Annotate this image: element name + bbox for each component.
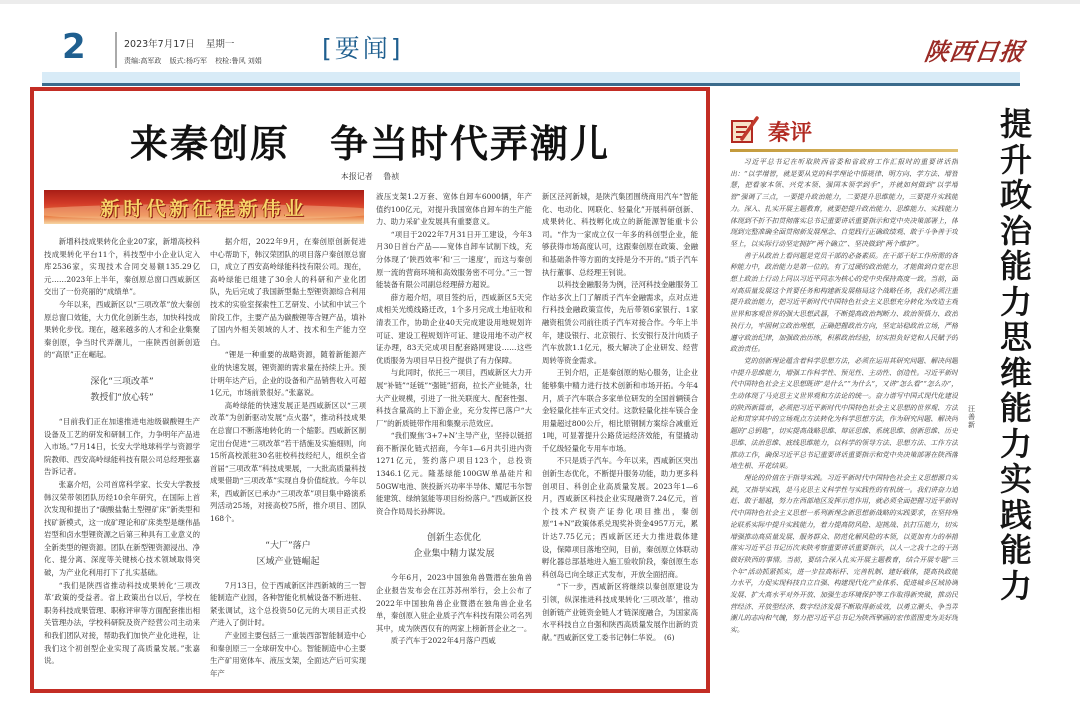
masthead xyxy=(0,4,1080,74)
column-rule xyxy=(730,149,958,152)
paragraph: 新增科技成果转化企业207家，新增高校科技成果转化平台11个，科技型中小企业认定入库2536家，实现技术合同交易额135.29亿元……2023年上半年，秦创原总窗口西咸新区交出了一份亮丽的“成绩单”。 xyxy=(44,237,200,297)
notepad-pen-icon xyxy=(730,115,760,145)
banner-text: 新时代新征程新伟业 xyxy=(100,198,308,220)
lead-article[interactable] xyxy=(30,87,710,693)
commentary-paragraph: 善于从政治上看问题是党员干部的必备素质。在干部干好工作所需的各种能力中，政治能力是第一位的。有了过硬的政治能力，才能做到自觉在思想上政治上行动上同以习近平同志为核心的党中央保持高度一致。当前，面对高质量发展这个首要任务和构建新发展格局这个战略任务，我们必须注重提升政治能力，把习近平新时代中国特色社会主义思想充分转化为改造主观世界和客观世界的强大思想武器，不断提高政治判断力、政治领悟力、政治执行力，牢固树立政治理想，正确把握政治方向，坚定站稳政治立场，严格遵守政治纪律，加强政治历练，积累政治经验，切实担负好党和人民赋予的政治责任。 xyxy=(730,251,958,354)
commentary-paragraph: 党的创新理论蕴含着科学思想方法，必须在运用其研究问题、解决问题中提升思维能力，增强工作科学性、预见性、主动性、创造性。习近平新时代中国特色社会主义思想既讲“是什么”“为什么”，又讲“怎么看”“怎么办”，生动体现了马克思主义世界观和方法论的统一。奋力谱写中国式现代化建设的陕西新篇章，必须把习近平新时代中国特色社会主义思想的世界观、方法论和贯穿其中的立场观点方法转化为科学思想方法，作为研究问题、解决问题的“总钥匙”，切实提高战略思维、辩证思维、系统思维、创新思维、历史思维、法治思维、底线思维能力，以科学的领导方法、思想方法、工作方法推动工作，确保习近平总书记重要讲话重要指示和党中央决策部署在陕西落地生根、开花结果。 xyxy=(730,356,958,471)
editorial-credits xyxy=(124,56,268,66)
paragraph: “下一步，西咸新区将继续以秦创原建设为引领，纵深推进科技成果转化‘三项改革’，推动创新链产业链资金链人才链深度融合，为国家高水平科技自立自强和陕西高质量发展作出新的贡献。”西咸新区党工委书记韩仁华说。 (6) xyxy=(542,582,698,642)
column-name: 秦评 xyxy=(768,120,813,146)
commentary-author: 汪善新 xyxy=(968,405,975,429)
page-number: 2 xyxy=(62,27,86,67)
commentary-body xyxy=(730,157,958,702)
article-column-2 xyxy=(210,236,366,686)
commentary-paragraph: 理论的价值在于指导实践。习近平新时代中国特色社会主义思想源自实践，又指导实践，是马克思主义科学性与实践性的有机统一。我们讲奋力追赶、敢于超越，努力在西部地区发挥示范作用，就必须全面把握习近平新时代中国特色社会主义思想一系列新理念新思想新战略的实践要求，在坚持理论联系实际中提升实践能力，着力提高防风险、迎挑战、抗打压能力，切实增强推动高质量发展、服务群众、防范化解风险的本领，以更加有力的举措落实习近平总书记历次来陕考察重要讲话重要指示，以人一之我十之的干劲做好陕西的事情。当前，要结合深入扎实开展主题教育，结合开展专题“三个年”活动抓紧抓实，进一步拉高标杆、完善机制、建好载体，提高执政能力水平，力促实现科技自立自强、构建现代化产业体系、促进城乡区域协调发展、扩大高水平对外开放、加强生态环境保护等工作取得新突破，推动民营经济、开放型经济、数字经济发展不断取得新成效，以勇立潮头、争当弄潮儿的志向和气魄，努力把习近平总书记为陕西擘画的宏伟蓝图变为美好现实。 xyxy=(730,473,958,635)
paragraph: 今年6月，2023中国独角兽暨潜在独角兽企业报告发布会在江苏苏州举行，会上公布了2022年中国独角兽企业暨潜在独角兽企业名单，秦创原入驻企业质子汽车科技有限公司名列其中，成为陕西仅有的两家上榜新晋企业之一。 xyxy=(376,573,532,633)
byline xyxy=(34,171,706,182)
paragraph: 产业园主要包括三一重装西部智能制造中心和秦创原三一全球研发中心。智能制造中心主要生产矿用宽体车、液压支架，全面达产后可实现年产 xyxy=(210,631,366,678)
paragraph: 薛方超介绍，项目签约后，西咸新区5天完成相关光缆线路迁改，1个多月完成土地征收和清表工作，协助企业40天完成建设用地规划许可证、建设工程规划许可证、建设用地不动产权证办理，83天完成项目配套路网建设……这些优质服务为项目早日投产提供了有力保障。 xyxy=(376,292,532,365)
editor-credit: 责编:高军政 xyxy=(124,57,162,65)
section-label: [要闻] xyxy=(322,34,404,63)
subheading: 创新生态优化 企业集中精力谋发展 xyxy=(413,533,495,560)
proofread-credit: 校检:鲁风 刘娟 xyxy=(215,57,262,65)
subheading: 深化“三项改革” 教授们“放心转” xyxy=(90,376,154,403)
masthead-divider xyxy=(115,32,117,68)
commentary-paragraph: 习近平总书记在听取陕西省委和省政府工作汇报时的重要讲话指出：“以学增智，就是要从党的科学理论中悟规律、明方向、学方法、增智慧，把看家本领、兴党本领、强国本领学到手”，并就如何做到“以学增智”强调了三点，一要提升政治能力，二要提升思维能力，三要提升实践能力。深入、扎实开展主题教育，就要把提升政治能力、思维能力、实践能力体现到不折不扣贯彻落实总书记重要讲话重要指示和党中央决策部署上，体现到完整准确全面贯彻新发展理念、自觉践行正确政绩观、敢于斗争善于攻坚上，以实际行动坚定拥护“两个确立”、坚决做到“两个维护”。 xyxy=(730,158,958,248)
lead-headline: 来秦创原 争当时代弄潮儿 xyxy=(129,122,610,166)
paragraph: 质子汽车于2022年4月落户西咸 xyxy=(390,636,496,646)
paragraph: “锂是一种重要的战略资源，随着新能源产业的快速发展，锂资源的需求量在持续上升。预计明年达产后，企业的设备和产品销售收入可超1亿元，市场前景很好。”张嘉说。 xyxy=(210,350,366,398)
newspaper-logo: 陕西日报 xyxy=(922,37,1027,66)
commentary-headline: 提升政治能力思维能力实践能力 xyxy=(999,105,1032,605)
theme-banner xyxy=(44,190,364,224)
paragraph: 今年以来，西咸新区以“三项改革”放大秦创原总窗口效能，大力优化创新生态，加快科技成果转化步伐。现在，越来越多的人才和企业集聚秦创原，争当时代弄潮儿，一座陕西创新创造的“高原”正在崛起。 xyxy=(44,299,200,360)
paragraph: 以科技金融服务为例，泾河科技金融服务工作站多次上门了解质子汽车金融需求，点对点进行科技金融政策宣传，先后带领6家银行、1家融资租赁公司前往质子汽车对接合作。今年上半年，建设银行、北京银行、长安银行及汁向质子汽车放款1.1亿元，极大解决了企业研发、经营周转等资金需求。 xyxy=(542,280,698,365)
column-header xyxy=(730,111,960,151)
paragraph: 据介绍，2022年9月，在秦创原创新促进中心帮助下，韩汉荣团队的项目落户秦创原总窗口，成立了西安高岭绿能科技有限公司。现在，高岭绿能已组建了30余人的科研和产业化团队，先后完成了我国新型黏土型锂资源综合利用技术的实验室探索性工艺研发、小试和中试三个阶段工作，主要产品为碳酸锂等含锂产品，填补了国内外相关领域的人才、技术和生产能力空白。 xyxy=(210,237,366,347)
commentary-section[interactable] xyxy=(718,87,1068,707)
date-text: 2023年7月17日 xyxy=(124,39,195,50)
layout-credit: 版式:杨巧军 xyxy=(169,57,207,65)
paragraph: 王钊介绍，正是秦创原的贴心服务，让企业能够集中精力进行技术创新和市场开拓。今年4月，质子汽车联合多家单位研发的全国首辆镁合金轻量化挂车正式交付。这款轻量化挂车镁合金用量超过800公斤，相比原钢制方案综合减重近1吨，可显著提升公路货运经济效能，有望撬动千亿级轻量化专用车市场。 xyxy=(542,368,698,453)
article-column-4 xyxy=(542,191,698,686)
masthead-rule xyxy=(42,83,1020,86)
byline-name: 鲁祯 xyxy=(383,172,400,181)
article-column-3 xyxy=(376,191,532,686)
weekday-text: 星期一 xyxy=(205,39,235,50)
issue-date xyxy=(124,36,242,50)
paragraph: 与此同时，依托三一项目，西咸新区大力开展“补链”“延链”“强链”招商，拉长产业链条，壮大产业规模，引进了一批关联度大、配套性强、科技含量高的上下游企业，充分发挥已落户“大厂”的新质链带作用和集聚示范效应。 xyxy=(376,368,532,428)
paragraph: 不只是质子汽车。今年以来，西咸新区突出创新生态优化，不断提升服务功能，助力更多科创项目、科创企业高质量发展。2023年1—6月，西咸新区科技企业实现融资7.24亿元，首个技术产权资产证券化项目推出，秦创原“1+N”政策体系兑现奖补资金4957万元，累计达7.75亿元；西咸新区还大力推进载体建设，保障项目落地空间，目前，秦创原立体联动孵化器总部基地进入施工验收阶段，秦创原生态科创岛已向全球正式发布，开放全面招商。 xyxy=(542,456,698,579)
paragraph: “我们是陕西省推动科技成果转化‘三项改革’政策的受益者。省上政策出台以后，学校在职务科技成果管理、职称评审等方面配套推出相关管理办法，学校科研院及资产经营公司主动来和我们团队对接，帮助我们加快产业化进程，让我们这个初创型企业实现了高质量发展。”张嘉说。 xyxy=(44,580,200,666)
paragraph: “目前我们正在加速推进电池级碳酸锂生产设备及工艺的研发和研制工作，力争明年产品进入市场。”7月14日，长安大学地球科学与资源学院教师、西安高岭绿能科技有限公司总经理张嘉告诉记者。 xyxy=(44,416,200,477)
subheading: “大厂”落户 区域产业链崛起 xyxy=(256,540,320,567)
paragraph: 7月13日，位于西咸新区沣西新城的三一智能制造产业园，各种智能化机械设备不断进驻、紧张调试，这个总投资50亿元的大项目正式投产进入了倒计时。 xyxy=(210,580,366,628)
paragraph: 高岭绿能的快速发展正是西咸新区以“三项改革”为创新驱动发展“点火器”，推动科技成果在总窗口不断落地转化的一个缩影。西咸新区制定出台促进“三项改革”若干措施及实施细则，向15所高校派驻30名驻校科技经纪人，组织全省首届“三项改革”科技成果展，一大批高质量科技成果借助“三项改革”实现自身价值绽放。今年以来，西咸新区已承办“三项改革”项目集中路演系列活动25场，对接高校75所，推介项目、团队168个。 xyxy=(210,400,366,524)
paragraph: 新区泾河新城，是陕汽集团围绕商用汽车“智能化、电动化、网联化、轻量化”开展科研创新、成果转化、科技孵化成立的新能源智能重卡公司。“作为一家成立仅一年多的科创型企业，能够获得市场高度认可，这跟秦创原在政策、金融和基础条件等方面的支持是分不开的。”质子汽车执行董事、总经理王钊说。 xyxy=(542,192,698,277)
article-end-tag: (6) xyxy=(664,632,675,642)
paragraph: 液压支架1.2万套、宽体自卸车6000辆，年产值约100亿元，对提升我国宽体自卸车的生产能力、助力采矿业发展具有重要意义。 xyxy=(376,192,532,227)
paragraph: “项目于2022年7月31日开工建设，今年3月30日首台产品——宽体自卸车试制下线，充分体现了‘陕西效率’和‘三一速度’，而这与秦创原一流的营商环境和高效服务密不可分。”三一智能装备有限公司副总经理薛方超说。 xyxy=(376,229,532,290)
paragraph: “我们聚焦‘3+7+N’主导产业，坚持以链招商不断深化链式招商，今年1—6月共引进内资1271亿元，签约落户项目123个，总投资1346.1亿元。隆基绿能100GW单晶硅片和50GW电池、陕投新兴功率半导体、耀尼韦尔智能建筑、绿纳氢能等项目纷纷落户。”西咸新区投资合作局局长孙辉说。 xyxy=(376,431,532,516)
byline-role: 本报记者 xyxy=(340,172,373,181)
paragraph: 张嘉介绍，公司首席科学家、长安大学教授韩汉荣带领团队历经10余年研究，在国际上首次发现和提出了“碳酸盐黏土型锂矿床”新类型和找矿新模式，这一成矿理论和矿床类型是继伟晶岩型和卤水型锂资源之后第三种具有工业意义的全新类型的锂资源。团队在新型锂资源浸出、净化、提分离、深度等关键核心技术领域取得突破，为产业化利用打下了扎实基础。 xyxy=(44,479,200,578)
article-column-1 xyxy=(44,236,200,686)
